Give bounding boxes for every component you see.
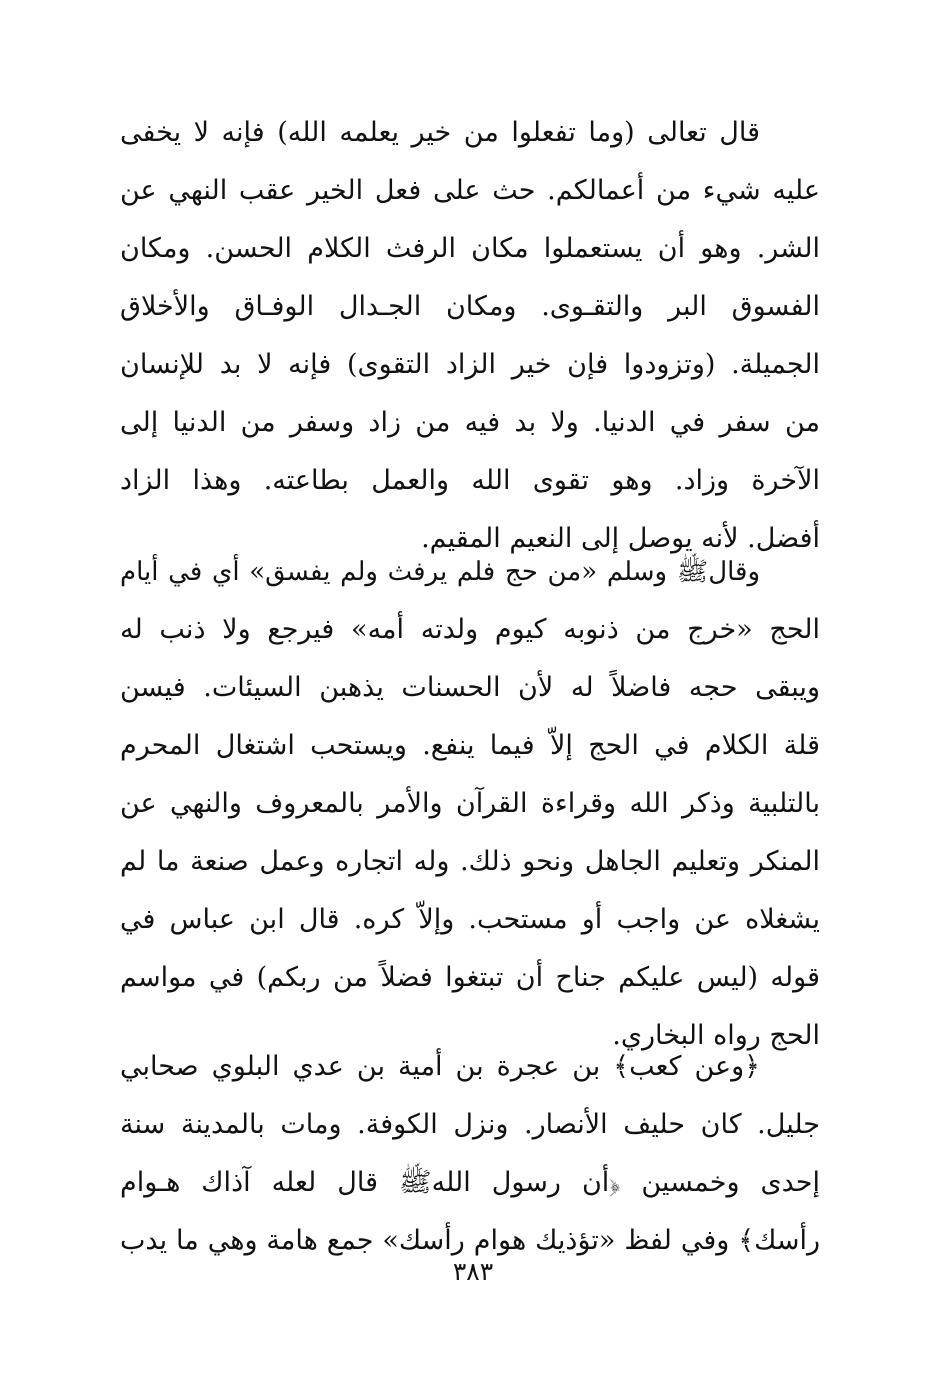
text-line: أفضل. لأنه يوصل إلى النعيم المقيم. <box>421 523 820 554</box>
text-line: الحج رواه البخاري. <box>612 1020 820 1051</box>
text-line: رأسك﴾ وفي لفظ «تؤذيك هوام رأسك» جمع هامة وهي ما يدب <box>120 1225 820 1256</box>
text-line: ﴿وعن كعب﴾ بن عجرة بن أمية بن عدي البلوي صحابي <box>120 1051 760 1082</box>
page-number: ٣٨٣ <box>452 1257 494 1286</box>
text-line: يشغلاه عن واجب أو مستحب. وإلاّ كره. قال ابن عباس في <box>120 904 820 935</box>
text-line: ويبقى حجه فاضلاً له لأن الحسنات يذهبن السيئات. فيسن <box>120 672 820 703</box>
text-line: الآخرة وزاد. وهو تقوى الله والعمل بطاعته. وهذا الزاد <box>120 465 820 496</box>
paragraph-kaab-hadith <box>120 1038 820 1270</box>
text-line: قال تعالى (وما تفعلوا من خير يعلمه الله) فإنه لا يخفى <box>120 117 760 148</box>
text-line: الفسوق البر والتقـوى. ومكان الجـدال الوفـاق والأخلاق <box>120 291 820 322</box>
text-line: الشر. وهو أن يستعملوا مكان الرفث الكلام الحسن. ومكان <box>120 233 820 264</box>
text-line: الحج «خرج من ذنوبه كيوم ولدته أمه» فيرجع ولا ذنب له <box>120 614 820 645</box>
text-line: جليل. كان حليف الأنصار. ونزل الكوفة. ومات بالمدينة سنة <box>120 1109 820 1140</box>
text-line: الجميلة. (وتزودوا فإن خير الزاد التقوى) فإنه لا بد للإنسان <box>120 349 820 380</box>
text-line: المنكر وتعليم الجاهل ونحو ذلك. وله اتجاره وعمل صنعة ما لم <box>120 846 820 877</box>
paragraph-hadith-hajj <box>120 543 820 1065</box>
paragraph-hajj-provisions <box>120 104 820 568</box>
text-line: من سفر في الدنيا. ولا بد فيه من زاد وسفر من الدنيا إلى <box>120 407 820 438</box>
text-line: عليه شيء من أعمالكم. حث على فعل الخير عقب النهي عن <box>120 175 820 206</box>
text-line: بالتلبية وذكر الله وقراءة القرآن والأمر بالمعروف والنهي عن <box>120 788 820 819</box>
text-line: قلة الكلام في الحج إلاّ فيما ينفع. ويستحب اشتغال المحرم <box>120 730 820 761</box>
text-line: قوله (ليس عليكم جناح أن تبتغوا فضلاً من ربكم) في مواسم <box>120 962 820 993</box>
text-line: إحدى وخمسين ﴿أن رسول اللهﷺ قال لعله آذاك هـوام <box>120 1167 820 1198</box>
text-line: وقالﷺ وسلم «من حج فلم يرفث ولم يفسق» أي في أيام <box>120 557 760 587</box>
